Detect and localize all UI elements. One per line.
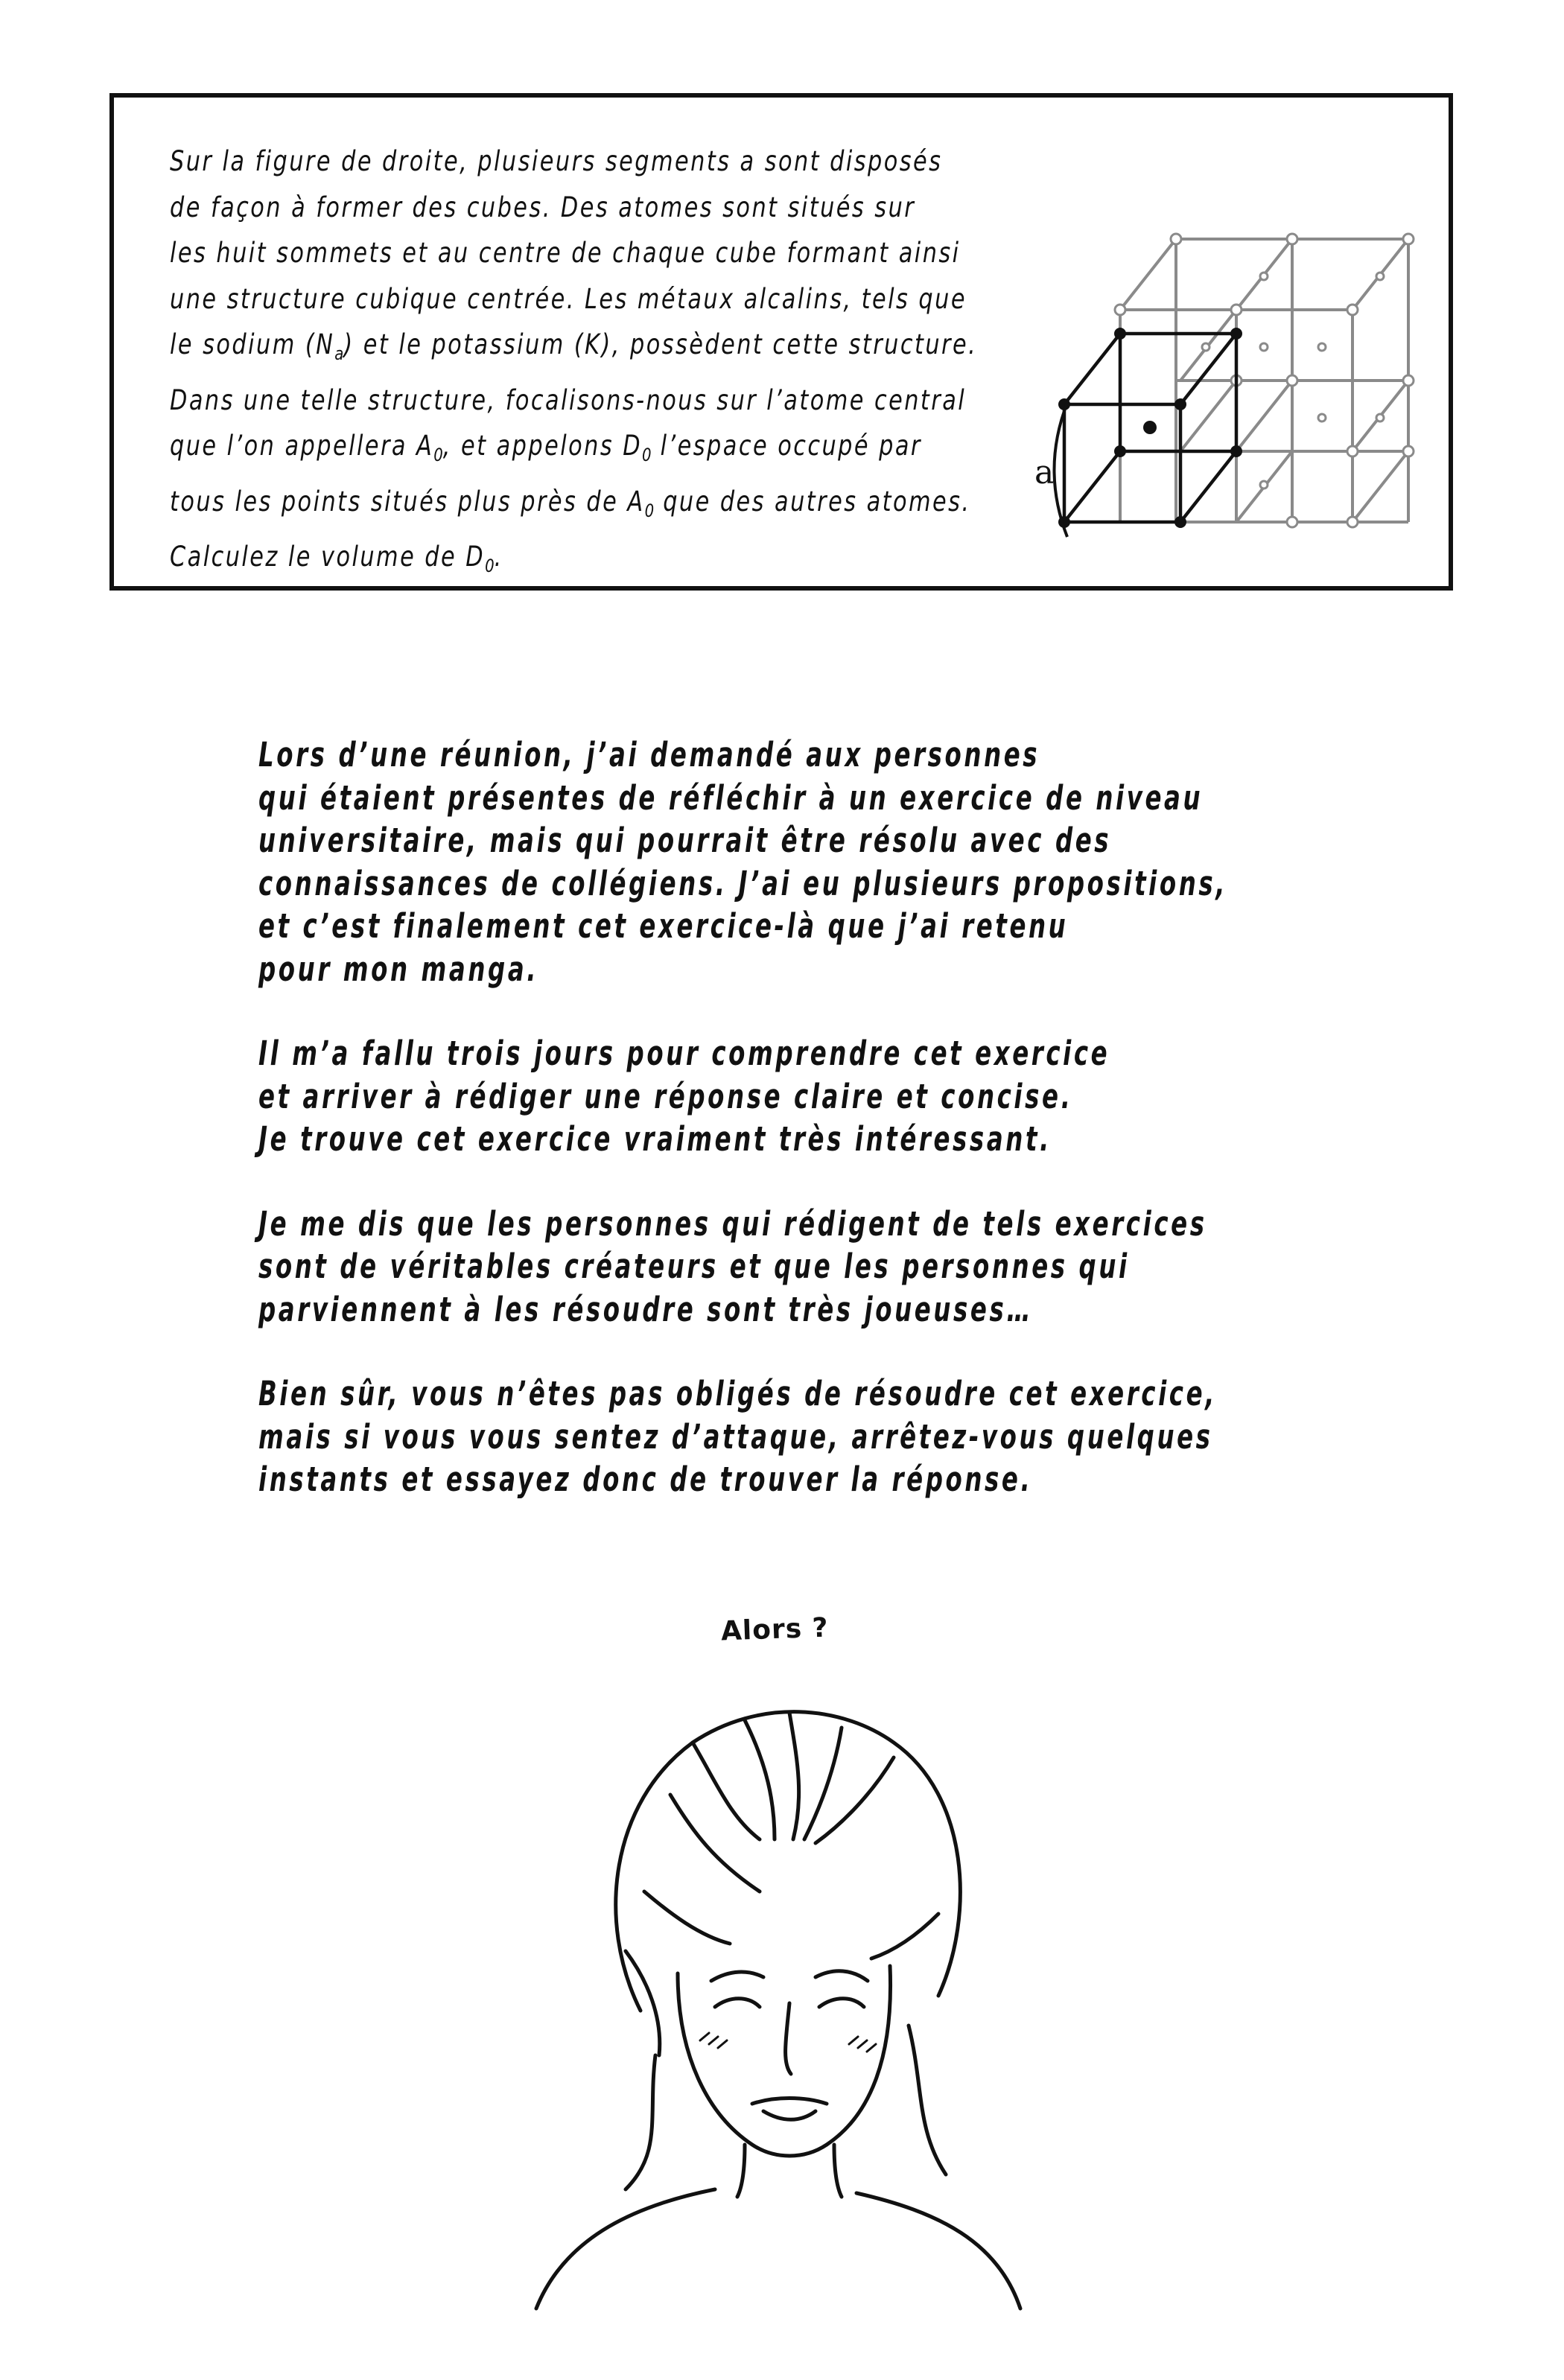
problem-line [170, 378, 967, 424]
problem-text-run: que des autres atomes. [654, 485, 971, 518]
essay-line: Il m’a fallu trois jours pour comprendre cet exercice [258, 1034, 1110, 1073]
problem-line [170, 534, 903, 590]
problem-text-run: une structure cubique centrée. Les métaux alcalins, tels que [170, 282, 967, 315]
problem-text-run: Dans une telle structure, focalisons-nous sur l’atome central [170, 384, 967, 416]
essay-line: et arriver à rédiger une réponse claire et concise. [258, 1076, 1073, 1116]
problem-text-run: les huit sommets et au centre de chaque cube formant ainsi [170, 237, 961, 269]
edge-length-brace [1034, 395, 1097, 544]
problem-line [170, 322, 978, 378]
essay-line: universitaire, mais qui pourrait être résolu avec des [258, 821, 1112, 860]
problem-line [170, 230, 961, 276]
problem-box [109, 93, 1453, 591]
problem-text-run: . [494, 541, 503, 573]
problem-line [170, 139, 943, 185]
problem-line [170, 423, 922, 479]
subscript: 0 [433, 445, 443, 465]
problem-text-run: tous les points situés plus près de A [170, 485, 645, 518]
essay-paragraph [258, 734, 1228, 990]
essay [258, 734, 1228, 1543]
edge-length-label: a [1034, 454, 1055, 491]
essay-line: pour mon manga. [258, 949, 539, 989]
problem-text-run: de façon à former des cubes. Des atomes sont situés sur [170, 191, 916, 223]
problem-text-run: que l’on appellera A [170, 430, 434, 462]
subscript: 0 [485, 556, 495, 576]
problem-text-run: , et appelons D [442, 430, 643, 462]
problem-text-run: ) et le potassium (K), possèdent cette structure. [343, 328, 978, 360]
essay-line: qui étaient présentes de réfléchir à un exercice de niveau [258, 777, 1204, 818]
speech-caption: Alors ? [720, 1612, 830, 1647]
essay-line: parviennent à les résoudre sont très joueuses… [258, 1289, 1034, 1329]
subscript: 0 [642, 445, 652, 465]
problem-line [170, 276, 967, 322]
essay-paragraph [258, 1032, 1170, 1161]
problem-statement [170, 139, 978, 590]
problem-line [170, 185, 916, 231]
subscript: 0 [644, 500, 655, 521]
essay-line: et c’est finalement cet exercice-là que j’ai retenu [258, 906, 1069, 946]
essay-line: connaissances de collégiens. J’ai eu plusieurs propositions, [258, 863, 1228, 903]
subscript: a [334, 343, 344, 364]
essay-line: Je me dis que les personnes qui rédigent de tels exercices [258, 1203, 1207, 1244]
essay-line: Bien sûr, vous n’êtes pas obligés de résoudre cet exercice, [258, 1374, 1218, 1413]
essay-line: mais si vous vous sentez d’attaque, arrêtez-vous quelques [258, 1416, 1213, 1457]
essay-line: Je trouve cet exercice vraiment très intéressant. [258, 1119, 1052, 1159]
essay-line: Lors d’une réunion, j’ai demandé aux personnes [258, 735, 1040, 774]
essay-paragraph [258, 1372, 1218, 1501]
problem-text-run: l’espace occupé par [651, 430, 922, 462]
central-atom [1143, 421, 1157, 434]
problem-text-run: le sodium (N [170, 328, 335, 360]
essay-paragraph [258, 1203, 1207, 1331]
essay-line: sont de véritables créateurs et que les personnes qui [258, 1247, 1130, 1286]
woman-portrait-illustration [521, 1668, 1035, 2309]
essay-line: instants et essayez donc de trouver la réponse. [258, 1460, 1033, 1499]
problem-text-run: Calculez le volume de D [170, 541, 486, 573]
problem-text-run: Sur la figure de droite, plusieurs segments a sont disposés [170, 145, 943, 177]
bcc-lattice-figure [1064, 142, 1434, 559]
problem-line [170, 479, 971, 535]
